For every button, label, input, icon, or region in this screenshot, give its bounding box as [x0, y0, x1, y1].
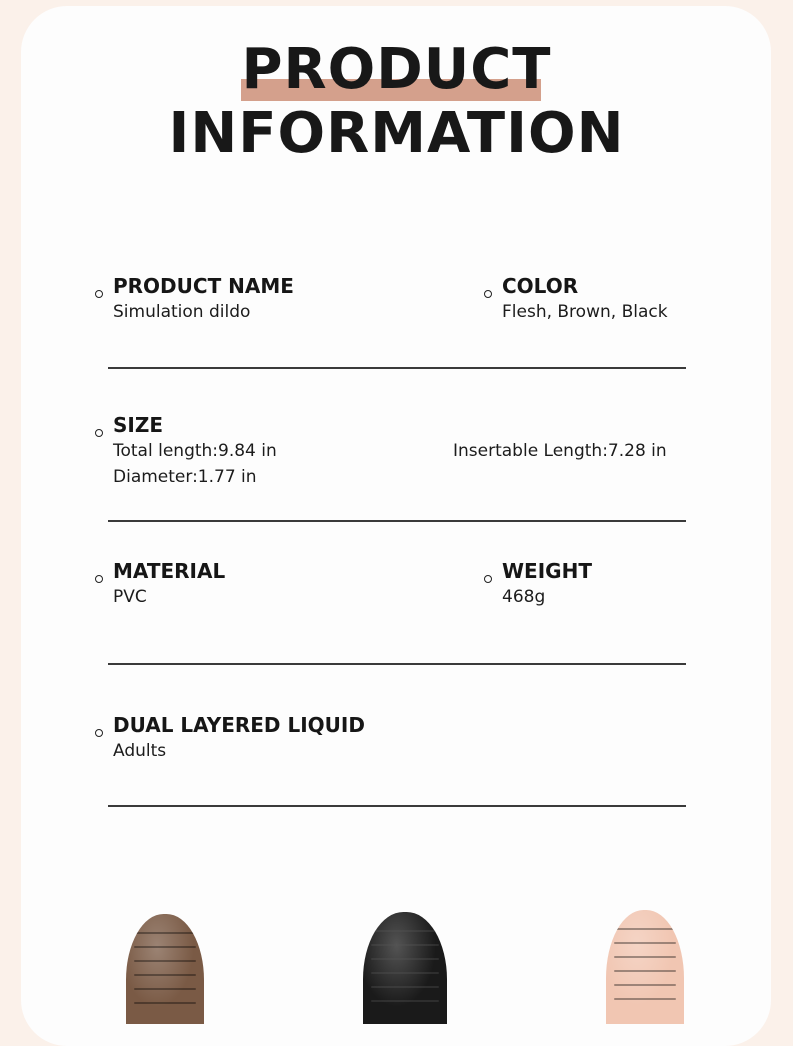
color-heading: COLOR: [502, 274, 579, 298]
product-name-value: Simulation dildo: [113, 302, 251, 322]
bullet-icon: [95, 429, 103, 437]
bullet-icon: [95, 729, 103, 737]
product-texture: [371, 1000, 438, 1002]
product-texture: [371, 972, 438, 974]
bullet-icon: [95, 575, 103, 583]
product-texture: [371, 930, 438, 932]
product-texture: [614, 998, 676, 1000]
page-title-line2: INFORMATION: [168, 101, 625, 166]
weight-value: 468g: [502, 587, 546, 607]
product-texture: [134, 946, 196, 948]
product-texture: [614, 928, 676, 930]
product-image-flesh: [606, 910, 684, 1024]
color-value: Flesh, Brown, Black: [502, 302, 668, 322]
divider: [108, 805, 686, 807]
divider: [108, 663, 686, 665]
product-texture: [371, 958, 438, 960]
dual-layered-value: Adults: [113, 741, 167, 761]
product-texture: [134, 1002, 196, 1004]
product-texture: [134, 974, 196, 976]
product-name-heading: PRODUCT NAME: [113, 274, 294, 298]
product-texture: [614, 970, 676, 972]
product-texture: [371, 986, 438, 988]
product-texture: [134, 932, 196, 934]
material-heading: MATERIAL: [113, 559, 226, 583]
product-texture: [614, 942, 676, 944]
bullet-icon: [484, 575, 492, 583]
size-heading: SIZE: [113, 413, 164, 437]
bullet-icon: [484, 290, 492, 298]
size-total-length: Total length:9.84 in: [113, 441, 277, 461]
product-texture: [614, 956, 676, 958]
size-diameter: Diameter:1.77 in: [113, 467, 257, 487]
bullet-icon: [95, 290, 103, 298]
weight-heading: WEIGHT: [502, 559, 592, 583]
product-texture: [134, 988, 196, 990]
product-texture: [371, 944, 438, 946]
divider: [108, 520, 686, 522]
product-texture: [134, 960, 196, 962]
product-texture: [614, 984, 676, 986]
material-value: PVC: [113, 587, 147, 607]
page-title-line1: PRODUCT: [241, 37, 552, 102]
size-insertable-length: Insertable Length:7.28 in: [453, 441, 667, 461]
dual-layered-heading: DUAL LAYERED LIQUID: [113, 713, 365, 737]
divider: [108, 367, 686, 369]
